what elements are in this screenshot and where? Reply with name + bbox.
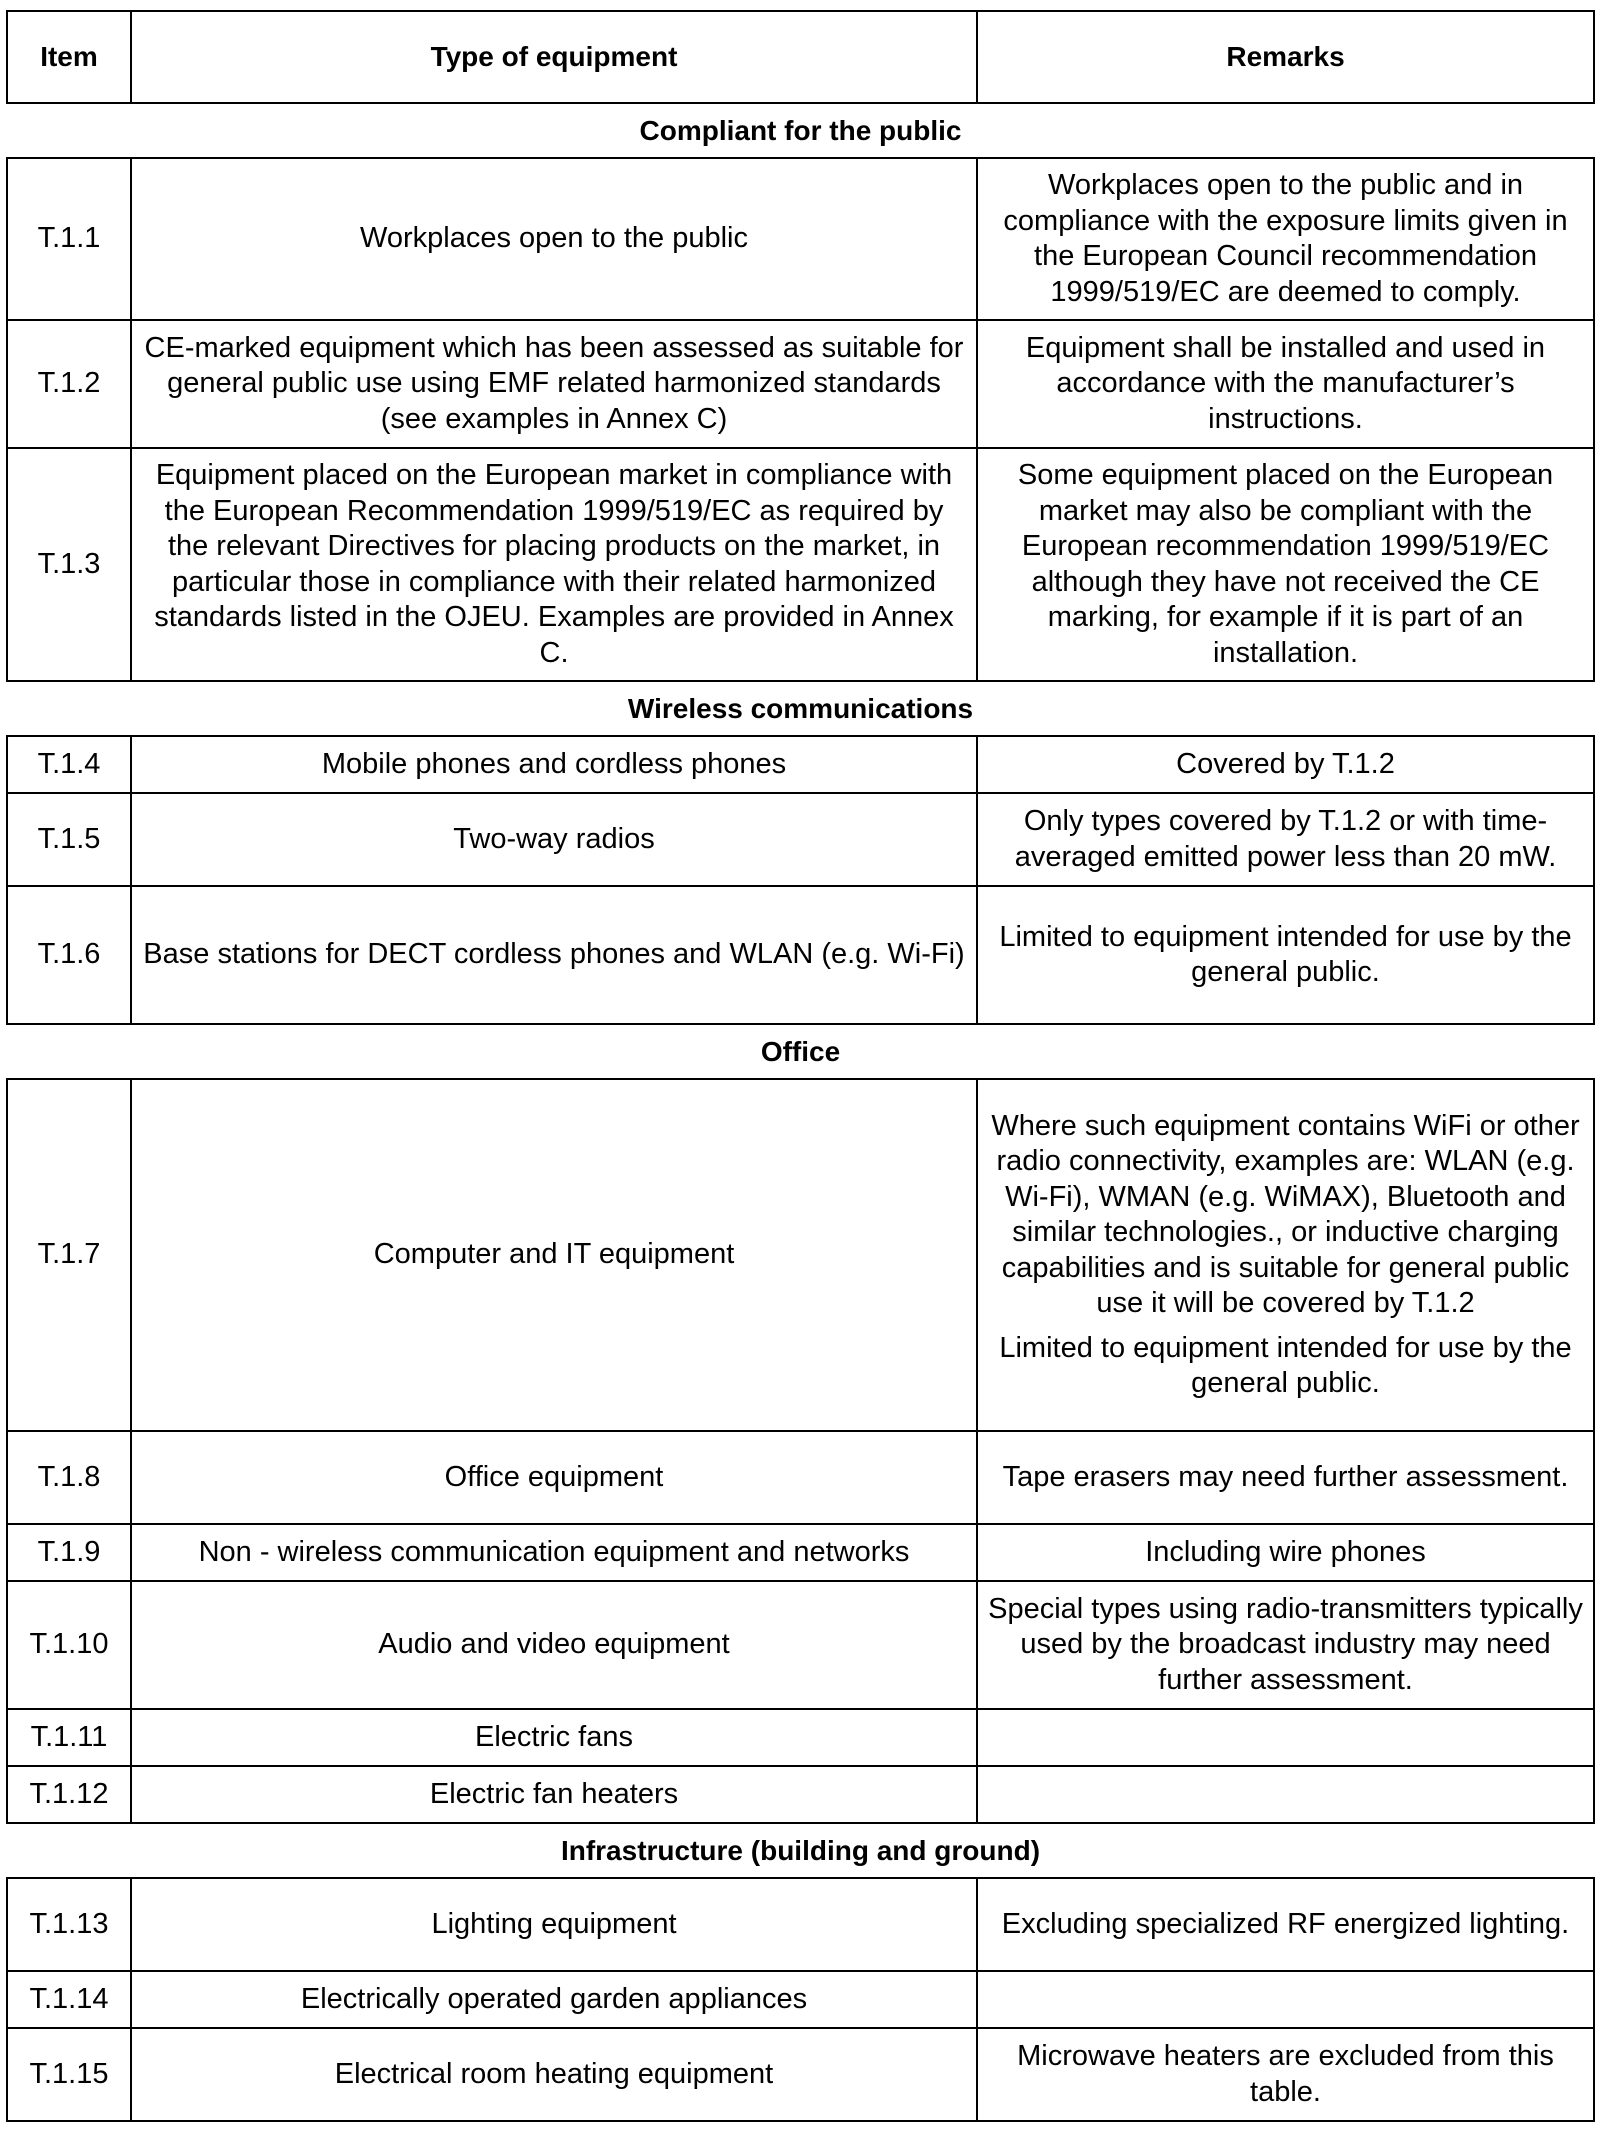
equipment-type-cell: Workplaces open to the public bbox=[131, 158, 977, 320]
remarks-cell bbox=[977, 1581, 1594, 1709]
table-row bbox=[7, 320, 1594, 448]
remark-text: Limited to equipment intended for use by the general public. bbox=[999, 920, 1572, 988]
remark-text: Limited to equipment intended for use by the general public. bbox=[999, 1331, 1572, 1399]
item-cell: T.1.1 bbox=[7, 158, 131, 320]
table-row bbox=[7, 1524, 1594, 1581]
equipment-type-cell: Computer and IT equipment bbox=[131, 1079, 977, 1431]
remark-text: Special types using radio-transmitters typically used by the broadcast industry may need further assessment. bbox=[988, 1592, 1583, 1696]
item-cell: T.1.11 bbox=[7, 1709, 131, 1766]
item-cell: T.1.14 bbox=[7, 1971, 131, 2028]
table-row bbox=[7, 1431, 1594, 1524]
table-row bbox=[7, 158, 1594, 320]
section-row bbox=[7, 681, 1594, 736]
equipment-type-cell: Lighting equipment bbox=[131, 1878, 977, 1971]
section-row bbox=[7, 103, 1594, 158]
table-row bbox=[7, 1709, 1594, 1766]
header-remarks: Remarks bbox=[977, 11, 1594, 103]
equipment-type-cell: Mobile phones and cordless phones bbox=[131, 736, 977, 793]
item-cell: T.1.15 bbox=[7, 2028, 131, 2121]
equipment-type-cell: Non - wireless communication equipment and networks bbox=[131, 1524, 977, 1581]
remarks-cell bbox=[977, 1524, 1594, 1581]
equipment-type-cell: Audio and video equipment bbox=[131, 1581, 977, 1709]
table-row bbox=[7, 1079, 1594, 1431]
table-header-row bbox=[7, 11, 1594, 103]
table-row bbox=[7, 886, 1594, 1024]
section-title: Office bbox=[7, 1024, 1594, 1079]
remark-text: Workplaces open to the public and in compliance with the exposure limits given in the European Council recommendation 1999/519/EC are deemed to comply. bbox=[1003, 169, 1568, 308]
remark-text: Equipment shall be installed and used in accordance with the manufacturer’s instructions. bbox=[1025, 331, 1546, 435]
item-cell: T.1.6 bbox=[7, 886, 131, 1024]
equipment-type-cell: Two-way radios bbox=[131, 793, 977, 886]
equipment-table bbox=[6, 10, 1595, 2122]
header-item: Item bbox=[7, 11, 131, 103]
remarks-cell bbox=[977, 1878, 1594, 1971]
equipment-type-cell: Electric fans bbox=[131, 1709, 977, 1766]
equipment-type-cell: Electric fan heaters bbox=[131, 1766, 977, 1823]
remark-text: Excluding specialized RF energized lighting. bbox=[1001, 1907, 1570, 1940]
remarks-cell bbox=[977, 886, 1594, 1024]
item-cell: T.1.3 bbox=[7, 448, 131, 681]
table-row bbox=[7, 1878, 1594, 1971]
remarks-cell bbox=[977, 1079, 1594, 1431]
section-title: Compliant for the public bbox=[7, 103, 1594, 158]
table-row bbox=[7, 793, 1594, 886]
remark-text: Covered by T.1.2 bbox=[1176, 747, 1395, 780]
remark-text: Some equipment placed on the European market may also be compliant with the European recommendation 1999/519/EC although they have not received the CE marking, for example if it is part of an installation. bbox=[1017, 459, 1554, 669]
remark-text: Microwave heaters are excluded from this table. bbox=[1017, 2040, 1554, 2108]
remarks-cell bbox=[977, 1431, 1594, 1524]
remark-text: Tape erasers may need further assessment. bbox=[1002, 1460, 1569, 1493]
remarks-cell bbox=[977, 1971, 1594, 2028]
equipment-type-cell: CE-marked equipment which has been assessed as suitable for general public use using EMF related harmonized standards (see examples in Annex C) bbox=[131, 320, 977, 448]
remarks-cell bbox=[977, 448, 1594, 681]
table-row bbox=[7, 1766, 1594, 1823]
remarks-cell bbox=[977, 793, 1594, 886]
remarks-cell bbox=[977, 1766, 1594, 1823]
item-cell: T.1.4 bbox=[7, 736, 131, 793]
item-cell: T.1.7 bbox=[7, 1079, 131, 1431]
section-title: Wireless communications bbox=[7, 681, 1594, 736]
equipment-type-cell: Electrically operated garden appliances bbox=[131, 1971, 977, 2028]
equipment-document bbox=[6, 10, 1593, 2122]
remarks-cell bbox=[977, 320, 1594, 448]
item-cell: T.1.5 bbox=[7, 793, 131, 886]
item-cell: T.1.12 bbox=[7, 1766, 131, 1823]
table-row bbox=[7, 736, 1594, 793]
equipment-table-body bbox=[7, 11, 1594, 2121]
equipment-type-cell: Equipment placed on the European market in compliance with the European Recommendation 1999/519/EC as required by the relevant Directives for placing products on the market, in particular those in compliance with their related harmonized standards listed in the OJEU. Examples are provided in Annex C. bbox=[131, 448, 977, 681]
remarks-cell bbox=[977, 1709, 1594, 1766]
section-title: Infrastructure (building and ground) bbox=[7, 1823, 1594, 1878]
remark-text: Where such equipment contains WiFi or other radio connectivity, examples are: WLAN (e.g. Wi-Fi), WMAN (e.g. WiMAX), Bluetooth and similar technologies., or inductive charging capabilities and is suitable for general public use it will be covered by T.1.2 bbox=[991, 1109, 1580, 1319]
item-cell: T.1.2 bbox=[7, 320, 131, 448]
item-cell: T.1.8 bbox=[7, 1431, 131, 1524]
table-row bbox=[7, 2028, 1594, 2121]
table-row bbox=[7, 448, 1594, 681]
remarks-cell bbox=[977, 158, 1594, 320]
remark-text: Including wire phones bbox=[1145, 1535, 1426, 1568]
equipment-type-cell: Base stations for DECT cordless phones and WLAN (e.g. Wi-Fi) bbox=[131, 886, 977, 1024]
section-row bbox=[7, 1823, 1594, 1878]
table-row bbox=[7, 1971, 1594, 2028]
remark-text: Only types covered by T.1.2 or with time-averaged emitted power less than 20 mW. bbox=[1014, 805, 1557, 873]
table-row bbox=[7, 1581, 1594, 1709]
remarks-cell bbox=[977, 736, 1594, 793]
item-cell: T.1.9 bbox=[7, 1524, 131, 1581]
equipment-type-cell: Office equipment bbox=[131, 1431, 977, 1524]
remarks-cell bbox=[977, 2028, 1594, 2121]
section-row bbox=[7, 1024, 1594, 1079]
item-cell: T.1.10 bbox=[7, 1581, 131, 1709]
equipment-type-cell: Electrical room heating equipment bbox=[131, 2028, 977, 2121]
header-type-of-equipment: Type of equipment bbox=[131, 11, 977, 103]
item-cell: T.1.13 bbox=[7, 1878, 131, 1971]
